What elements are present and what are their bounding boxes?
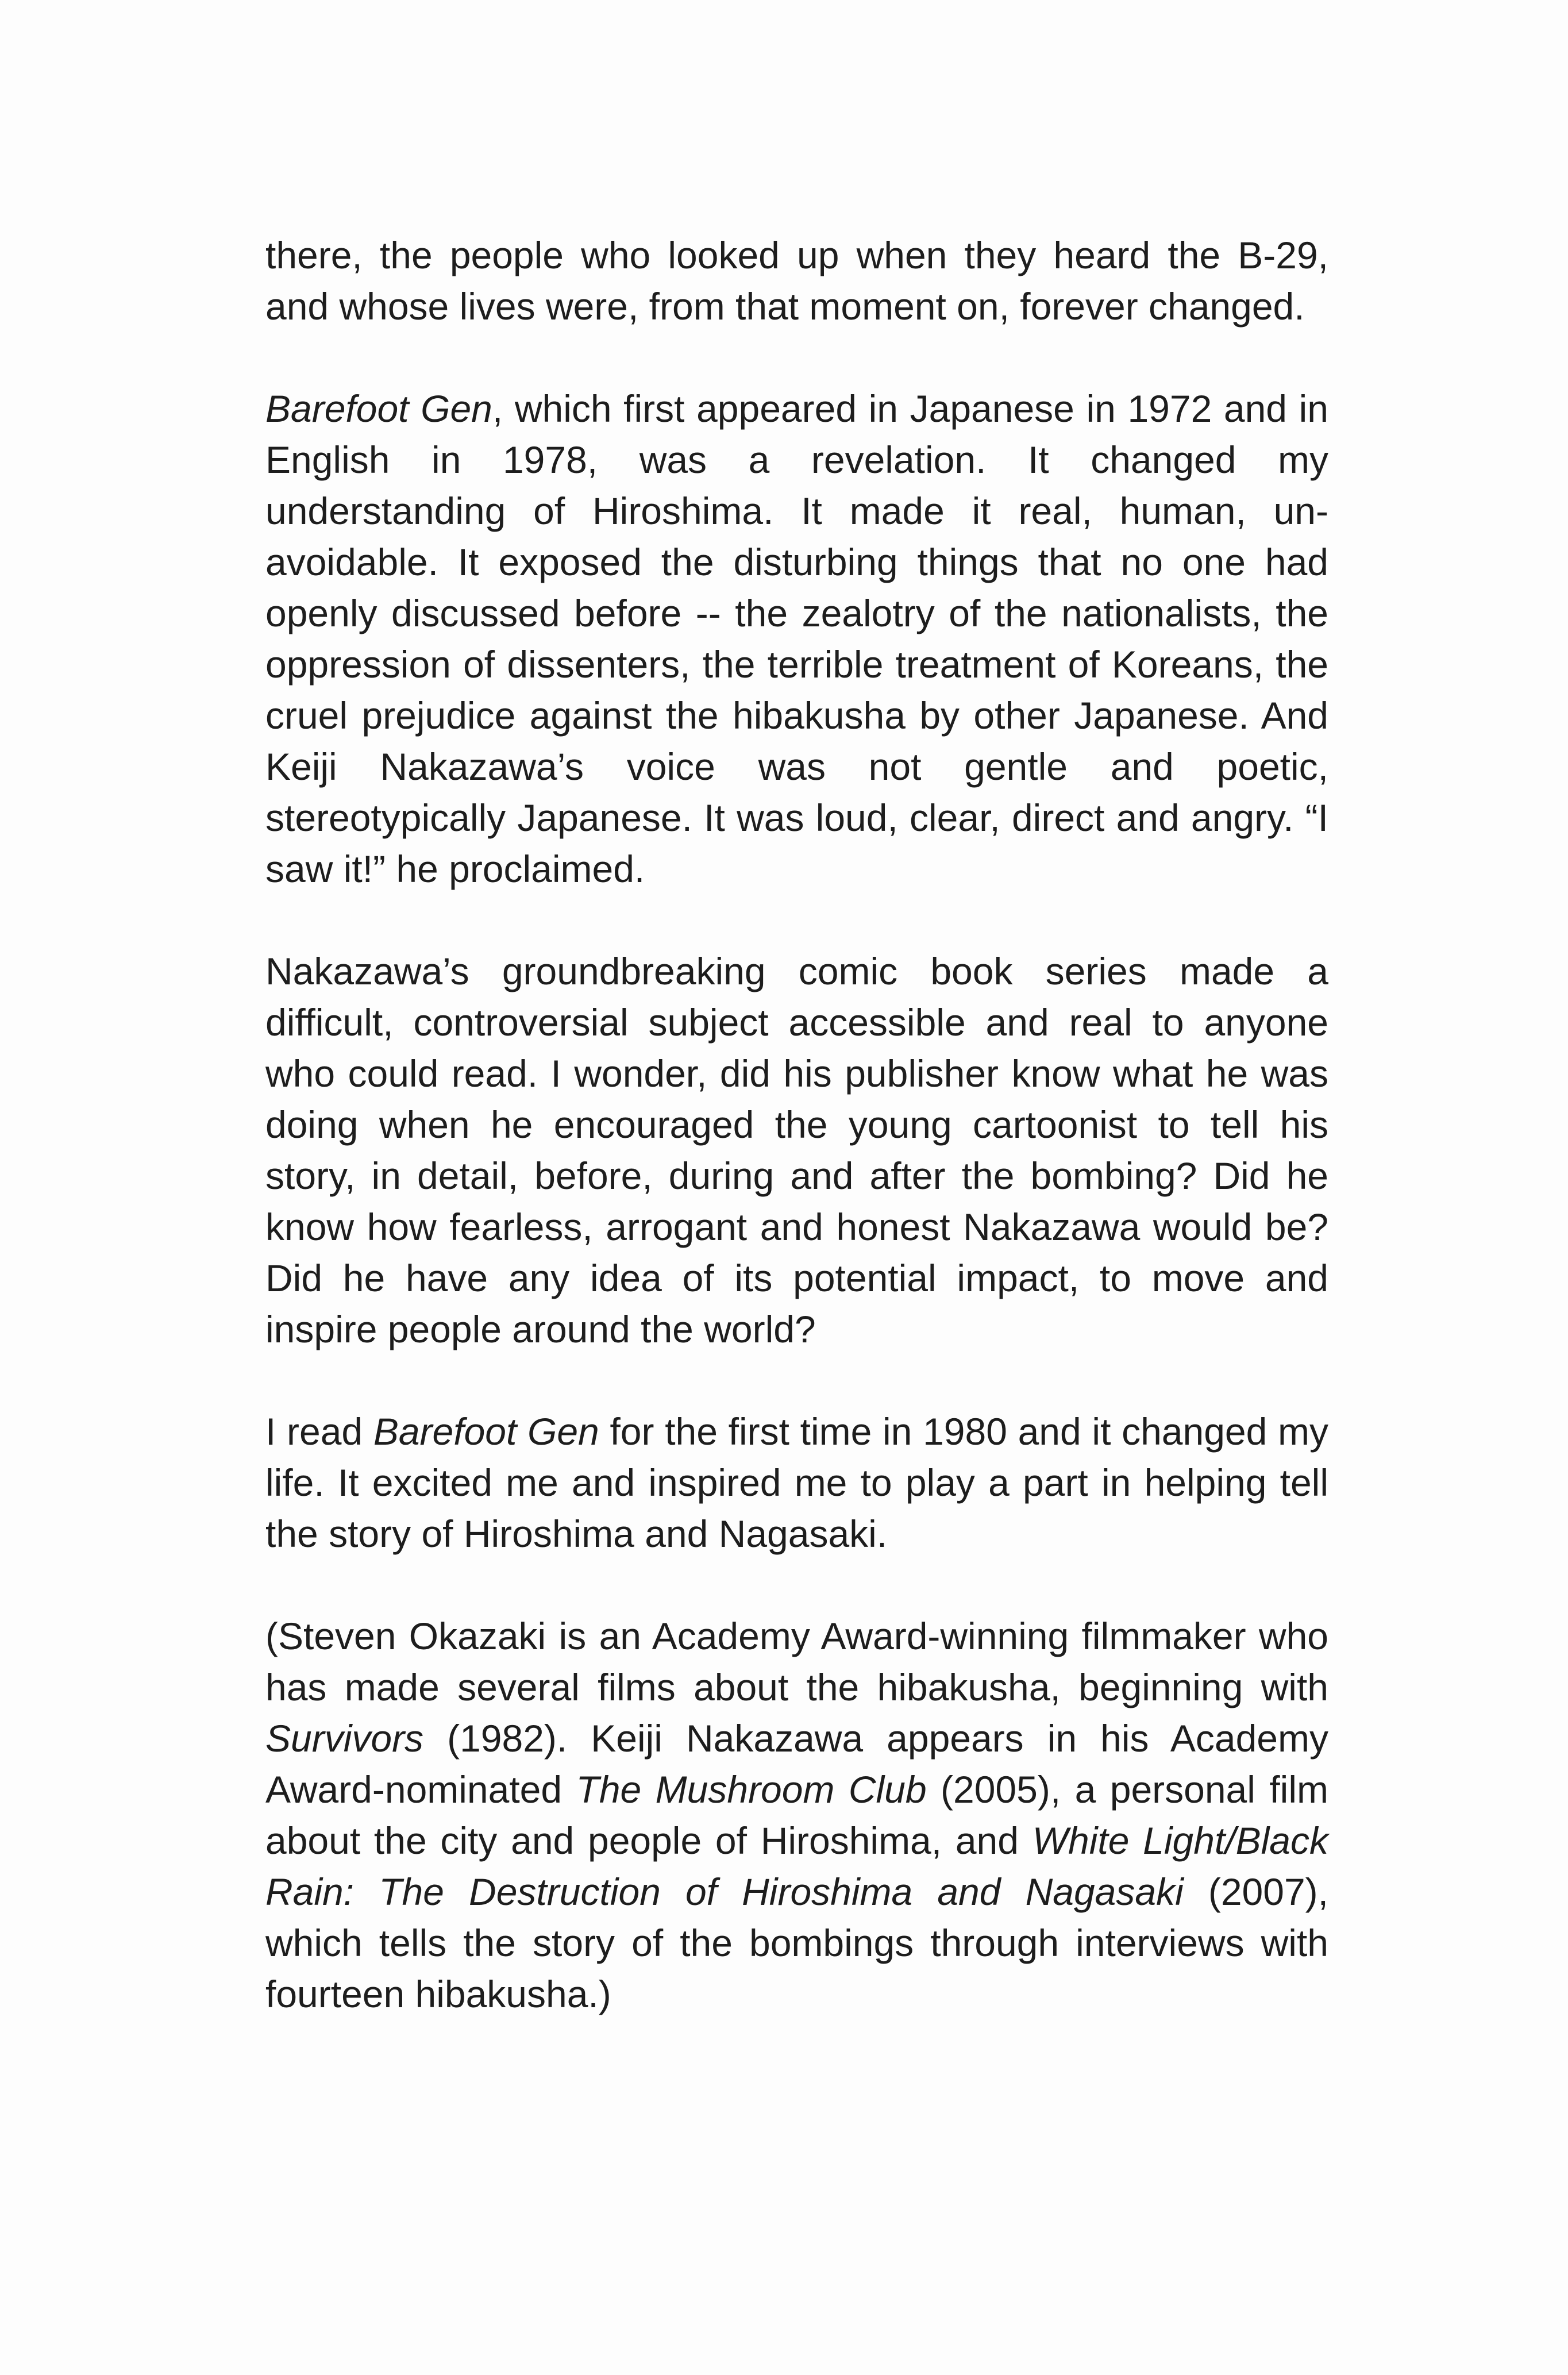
italic-title: White Light/Black Rain: The Destruction of Hiroshima and Nagasaki [265,1819,1328,1913]
italic-title: Barefoot Gen [373,1410,599,1453]
italic-title: Barefoot Gen [265,387,492,430]
text-run: (2007), which tells the story of the bombings through interviews with fourteen hibakusha.) [265,1870,1328,2015]
text-run: (2005), a personal film about the city and people of Hiroshima, and [265,1768,1328,1862]
italic-title: Survivors [265,1717,424,1760]
paragraph [265,946,1328,1355]
text-block [265,230,1328,2020]
text-run: (1982). Keiji Nakazawa appears in his Academy Award-nominated [265,1717,1328,1811]
text-run: (Steven Okazaki is an Academy Award-winning filmmaker who has made several films about the hibakusha, beginning with [265,1615,1328,1708]
text-run: Nakazawa’s groundbreaking comic book series made a difficult, controversial subject accessible and real to anyone who could read. I wonder, did his publisher know what he was doing when he encouraged the young cartoonist to tell his story, in detail, before, during and after the bombing? Did he know how fearless, arrogant and honest Nakazawa would be? Did he have any idea of its potential impact, to move and inspire people around the world? [265,950,1328,1350]
italic-title: The Mushroom Club [576,1768,927,1811]
paragraph [265,1611,1328,2020]
text-run: there, the people who looked up when they heard the B-29, and whose lives were, from that moment on, forever changed. [265,234,1328,328]
text-run: , which first appeared in Japanese in 1972 and in English in 1978, was a revelation. It changed my understanding of Hiroshima. It made it real, human, unavoidable. It exposed the disturbing things that no one had openly discussed before -- the zealotry of the nationalists, the oppression of dissenters, the terrible treatment of Koreans, the cruel prejudice against the hibakusha by other Japanese. And Keiji Nakazawa’s voice was not gentle and poetic, stereotypically Japanese. It was loud, clear, direct and angry. “I saw it!” he proclaimed. [265,387,1328,890]
paragraph [265,230,1328,332]
paragraph [265,383,1328,895]
paragraph [265,1406,1328,1560]
text-run: for the first time in 1980 and it changed my life. It excited me and inspired me to play a part in helping tell the story of Hiroshima and Nagasaki. [265,1410,1329,1555]
text-run: I read [265,1410,373,1453]
